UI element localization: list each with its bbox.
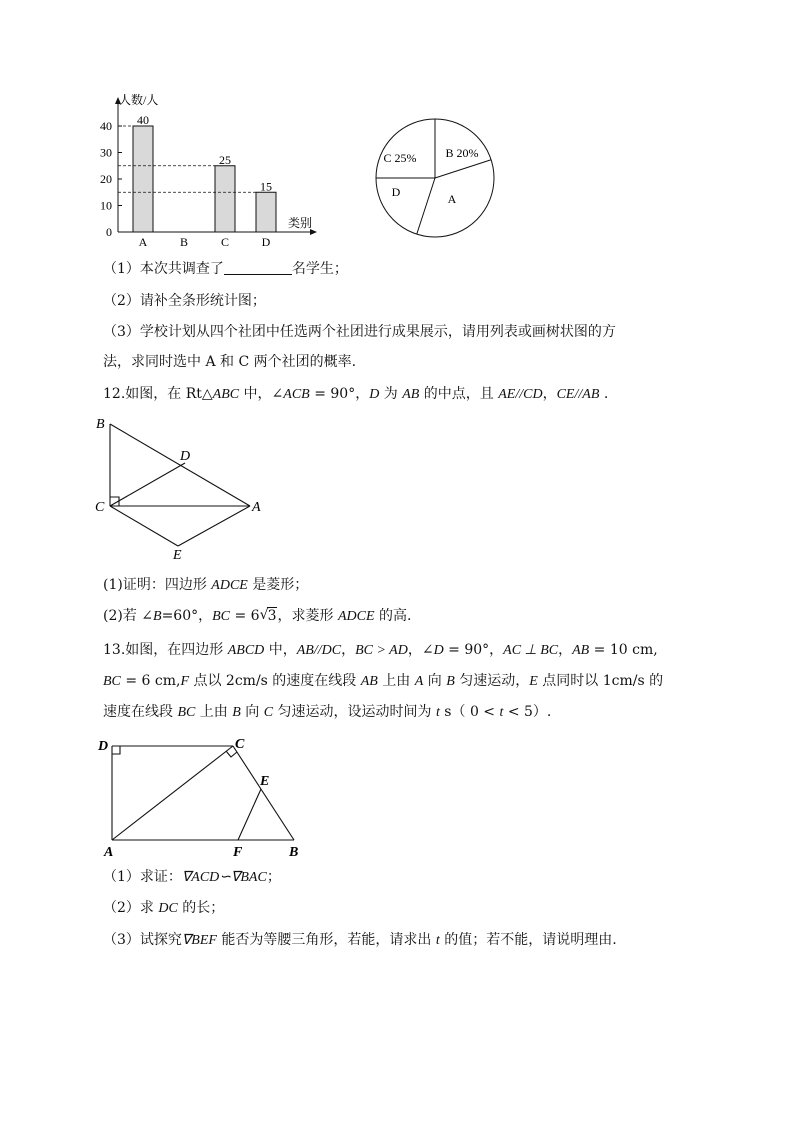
q13-text: 13.如图，在四边形 (103, 642, 228, 658)
y-tick-label: 30 (100, 145, 112, 160)
q12-stem-text: 为 (379, 386, 403, 402)
q13-math: AB//DC (296, 643, 342, 658)
q13-part2 (103, 898, 224, 919)
radical-sign: √ (259, 607, 269, 623)
q13-text: 上由 (377, 673, 415, 689)
q12-part2-b: B (153, 609, 162, 624)
q13-math: ∇ACD∽∇BAC (181, 870, 267, 885)
q12-stem-text: 12.如图，在 Rt△ (103, 386, 213, 402)
q13-math: BC > AD (355, 643, 408, 658)
label-b: B (96, 417, 105, 432)
q12-stem-text: 中，∠ (239, 386, 284, 402)
q12-stem-abc: ABC (212, 387, 240, 402)
q13-text: ，∠ (407, 642, 434, 658)
q13-text: （3）试探究 (103, 932, 182, 948)
label-d: D (180, 449, 191, 464)
q12-part2-text: (2)若 ∠ (103, 608, 154, 624)
q12-stem-text: ， (542, 386, 557, 402)
q12-figure (90, 410, 275, 565)
data-label: 25 (219, 152, 231, 167)
q13-text: ， (558, 642, 573, 658)
q13-text: 速度在线段 (103, 704, 178, 720)
label-d: D (98, 739, 109, 754)
q13-math: C (263, 705, 274, 720)
q13-text: = 6 cm, (120, 673, 181, 689)
y-tick-label: 40 (100, 119, 112, 133)
q13-math: AC ⊥ BC (503, 643, 559, 658)
q13-part3 (103, 930, 617, 951)
y-tick-label: 20 (100, 172, 112, 186)
slice-label: C 25% (383, 151, 417, 165)
q13-stem-line1 (103, 640, 658, 661)
q13-text: 能否为等腰三角形，若能，请求出 (216, 932, 436, 948)
q13-text: 向 (240, 704, 264, 720)
bar (256, 192, 276, 232)
y-axis-label: 人数/人 (119, 93, 159, 107)
q13-math: t (435, 933, 440, 948)
y-tick-label: 10 (100, 198, 112, 213)
q13-stem-line3 (103, 702, 551, 723)
q13-math: AB (572, 643, 590, 658)
q13-stem-line2 (103, 671, 663, 692)
segment-cb (233, 746, 294, 840)
q11-part1-text-b: 名学生； (291, 261, 348, 277)
answer-blank[interactable] (224, 260, 292, 275)
q12-stem-d: D (369, 387, 380, 402)
segment-ce (110, 506, 178, 546)
q13-math: AB (360, 674, 378, 689)
pie-chart (370, 113, 500, 243)
q13-part1 (103, 867, 281, 888)
q12-part2-adce: ADCE (337, 609, 375, 624)
bar-chart (88, 90, 333, 250)
q13-text: s（ 0 < (439, 704, 500, 720)
segment-cd (110, 463, 185, 506)
q13-math: B (232, 705, 241, 720)
q11-part2: （2）请补全条形统计图； (103, 293, 266, 309)
q13-math: BC (103, 674, 121, 689)
q13-text: 上由 (195, 704, 233, 720)
q13-text: ； (266, 869, 281, 885)
q13-text: 的长； (177, 900, 225, 916)
q13-math: A (414, 674, 424, 689)
q13-math: D (433, 643, 444, 658)
label-e: E (173, 548, 182, 563)
q13-math: B (446, 674, 455, 689)
slice-label: D (391, 185, 401, 199)
q13-text: 匀速运动，设运动时间为 (273, 704, 436, 720)
q13-text: 中， (264, 642, 297, 658)
q13-text: （1）求证： (103, 869, 182, 885)
label-e: E (260, 774, 270, 789)
q12-part2-text: = 6 (230, 608, 260, 624)
q13-text: 点以 2cm/s 的速度在线段 (189, 673, 361, 689)
q13-math: F (180, 674, 190, 689)
x-axis-label: 类别 (288, 216, 313, 230)
q13-text: （2）求 (103, 900, 159, 916)
q12-stem (103, 384, 608, 405)
q11-part1 (103, 259, 348, 279)
radicand: 3 (267, 608, 277, 624)
segment-ef (238, 789, 261, 840)
q12-stem-text: 的中点，且 (419, 386, 499, 402)
q12-part2-text: 的高. (374, 608, 412, 624)
x-tick-label: D (261, 235, 271, 249)
data-label: 40 (137, 113, 149, 127)
q12-stem-acb: ACB (283, 387, 310, 402)
q11-part3-line1: （3）学校计划从四个社团中任选两个社团进行成果展示，请用列表或画树状图的方 (103, 324, 616, 340)
q12-stem-ce: CE//AB (556, 387, 600, 402)
q13-math: t (499, 705, 504, 720)
q12-stem-ab: AB (402, 387, 420, 402)
q12-stem-text: = 90°， (309, 386, 370, 402)
q13-text: = 90°， (443, 642, 504, 658)
label-c: C (235, 737, 245, 752)
right-angle-mark-d (112, 746, 120, 754)
q12-stem-ae: AE//CD (498, 387, 543, 402)
q13-figure (90, 730, 320, 860)
q12-part2-bc: BC (212, 609, 231, 624)
q12-part2 (103, 606, 411, 627)
q13-math: t (435, 705, 440, 720)
label-b: B (289, 845, 299, 860)
q12-part1-text: (1)证明：四边形 (103, 577, 212, 593)
q12-part1-text: 是菱形； (247, 577, 309, 593)
q13-text: 点同时以 1cm/s 的 (537, 673, 664, 689)
q13-math: BC (177, 705, 196, 720)
y-tick-label: 0 (106, 225, 112, 239)
label-a: A (252, 500, 261, 515)
sqrt-expression (260, 606, 278, 626)
q13-text: < 5）. (503, 704, 552, 720)
bar (133, 126, 153, 232)
segment-ea (178, 506, 250, 546)
q12-part2-text: =60°， (161, 608, 213, 624)
q13-text: ， (341, 642, 356, 658)
q13-text: = 10 cm, (589, 642, 658, 658)
q11-part1-text-a: （1）本次共调查了 (103, 261, 224, 277)
x-tick-label: A (138, 235, 148, 249)
q12-part1-adce: ADCE (211, 578, 248, 593)
q13-math: DC (158, 901, 178, 916)
slice-label: A (447, 192, 457, 206)
q11-part3-line2: 法，求同时选中 A 和 C 两个社团的概率. (103, 354, 357, 370)
q13-math: ABCD (227, 643, 265, 658)
q13-text: 匀速运动， (454, 673, 530, 689)
label-c: C (95, 500, 105, 515)
q13-text: 向 (423, 673, 447, 689)
q13-math: ∇BEF (181, 933, 217, 948)
x-tick-label: B (179, 235, 189, 249)
slice-label: B 20% (445, 146, 479, 160)
q13-text: 的值；若不能，请说明理由. (439, 932, 617, 948)
q12-stem-text: . (599, 386, 609, 402)
q12-part1 (103, 575, 308, 596)
x-tick-label: C (220, 235, 230, 249)
q12-part2-text: ，求菱形 (277, 608, 338, 624)
data-label: 15 (260, 179, 272, 194)
q13-math: E (529, 674, 538, 689)
label-f: F (233, 845, 243, 860)
bar (215, 166, 235, 232)
label-a: A (104, 845, 114, 860)
segment-ac (112, 746, 233, 840)
